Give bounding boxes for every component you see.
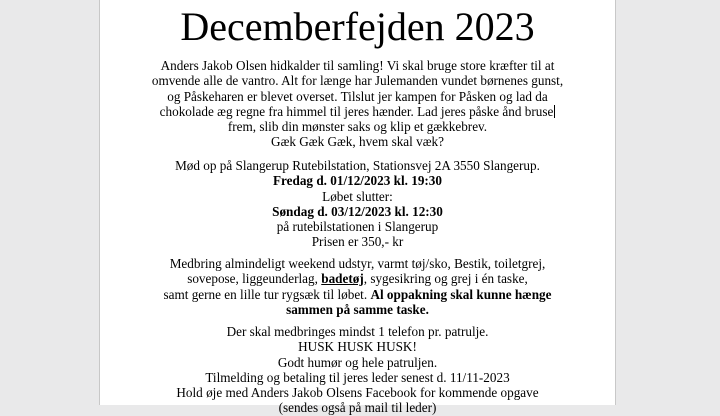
note-line: (sendes også på mail til leder) bbox=[278, 400, 437, 416]
packing-line: sammen på samme taske. bbox=[286, 301, 429, 317]
meeting-end: Søndag d. 03/12/2023 kl. 12:30 bbox=[272, 203, 443, 219]
note-line: Der skal medbringes mindst 1 telefon pr. patrulje. bbox=[226, 324, 489, 339]
meeting-place: Mød op på Slangerup Rutebilstation, Stationsvej 2A 3550 Slangerup. bbox=[175, 158, 540, 173]
note-line: HUSK HUSK HUSK! bbox=[298, 339, 417, 355]
intro-line: Anders Jakob Olsen hidkalder til samling! Vi skal bruge store kræfter til at bbox=[160, 58, 555, 73]
packing-line: Medbring almindeligt weekend udstyr, varmt tøj/sko, Bestik, toiletgrej, bbox=[169, 256, 546, 271]
packing-text: , sygesikring og grej i én taske, bbox=[363, 271, 528, 287]
note-line: Tilmelding og betaling til jeres leder senest d. 11/11-2023 bbox=[205, 369, 510, 385]
intro-line: og Påskeharen er blevet overset. Tilslut jer kampen for Påsken og lad da bbox=[167, 88, 548, 104]
intro-line-with-cursor[interactable] bbox=[100, 104, 615, 119]
note-line: Godt humør og hele patruljen. bbox=[277, 354, 438, 370]
document-title: Decemberfejden 2023 bbox=[180, 4, 535, 49]
text-cursor bbox=[554, 105, 555, 118]
packing-text: sovepose, liggeunderlag, bbox=[187, 271, 322, 287]
packing-line bbox=[100, 287, 615, 302]
intro-line: chokolade æg regne fra himmel til jeres hænder. Lad jeres påske ånd bruse bbox=[159, 103, 554, 119]
intro-line: Gæk Gæk Gæk, hvem skal væk? bbox=[271, 134, 444, 150]
meeting-price: Prisen er 350,- kr bbox=[311, 234, 404, 250]
packing-line bbox=[100, 271, 615, 286]
meeting-end-label: Løbet slutter: bbox=[322, 188, 393, 204]
intro-line: omvende alle de vantro. Alt for længe har Julemanden vundet børnenes gunst, bbox=[151, 73, 564, 89]
packing-emphasis: Al oppakning skal kunne hænge bbox=[370, 286, 552, 302]
meeting-end-place: på rutebilstationen i Slangerup bbox=[276, 219, 439, 235]
intro-paragraph bbox=[100, 58, 615, 150]
packing-text: samt gerne en lille tur rygsæk til løbet. bbox=[163, 286, 371, 302]
packing-info bbox=[100, 256, 615, 317]
note-line: Hold øje med Anders Jakob Olsens Facebook for kommende opgave bbox=[176, 385, 539, 401]
meeting-info bbox=[100, 158, 615, 250]
notes bbox=[100, 324, 615, 416]
meeting-start: Fredag d. 01/12/2023 kl. 19:30 bbox=[272, 173, 442, 189]
packing-emphasis: badetøj bbox=[321, 271, 364, 287]
intro-line: frem, slib din mønster saks og klip et gækkebrev. bbox=[227, 119, 488, 135]
document-page bbox=[99, 0, 616, 416]
